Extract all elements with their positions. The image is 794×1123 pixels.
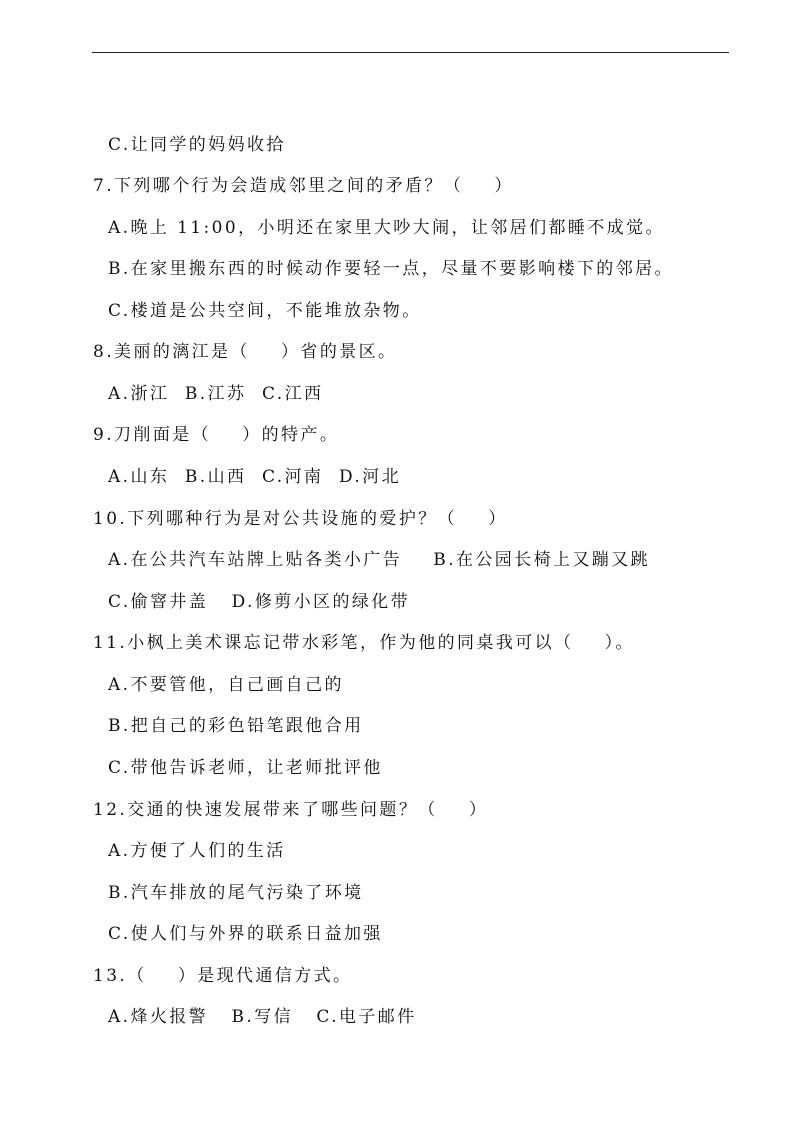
option-11c: C.带他告诉老师，让老师批评他 [108,758,383,778]
question-9: 9.刀削面是（ ）的特产。 [93,425,340,445]
option-12a: A.方便了人们的生活 [108,841,286,861]
option-11b: B.把自己的彩色铅笔跟他合用 [108,716,364,736]
option-12b: B.汽车排放的尾气污染了环境 [108,883,364,903]
options-8: A.浙江 B.江苏 C.江西 [108,384,324,404]
question-7: 7.下列哪个行为会造成邻里之间的矛盾？（ ） [93,176,514,196]
option-11a: A.不要管他，自己画自己的 [108,675,344,695]
question-11: 11.小枫上美术课忘记带水彩笔，作为他的同桌我可以（ ）。 [93,633,635,653]
options-10-ab: A.在公共汽车站牌上贴各类小广告 B.在公园长椅上又蹦又跳 [108,550,650,570]
option-7a: A.晚上 11:00，小明还在家里大吵大闹，让邻居们都睡不成觉。 [108,218,665,238]
question-10: 10.下列哪种行为是对公共设施的爱护？（ ） [93,509,508,529]
option-12c: C.使人们与外界的联系日益加强 [108,924,383,944]
question-8: 8.美丽的漓江是（ ）省的景区。 [93,342,398,362]
options-10-cd: C.偷窨井盖 D.修剪小区的绿化带 [108,592,411,612]
header-rule [92,52,729,53]
options-9: A.山东 B.山西 C.河南 D.河北 [108,467,402,487]
question-12: 12.交通的快速发展带来了哪些问题？（ ） [93,800,489,820]
option-7c: C.楼道是公共空间，不能堆放杂物。 [108,301,422,321]
option-7b: B.在家里搬东西的时候动作要轻一点，尽量不要影响楼下的邻居。 [108,259,674,279]
question-13: 13.（ ）是现代通信方式。 [93,966,353,986]
options-13: A.烽火报警 B.写信 C.电子邮件 [108,1007,417,1027]
option-6c: C.让同学的妈妈收拾 [108,135,286,155]
